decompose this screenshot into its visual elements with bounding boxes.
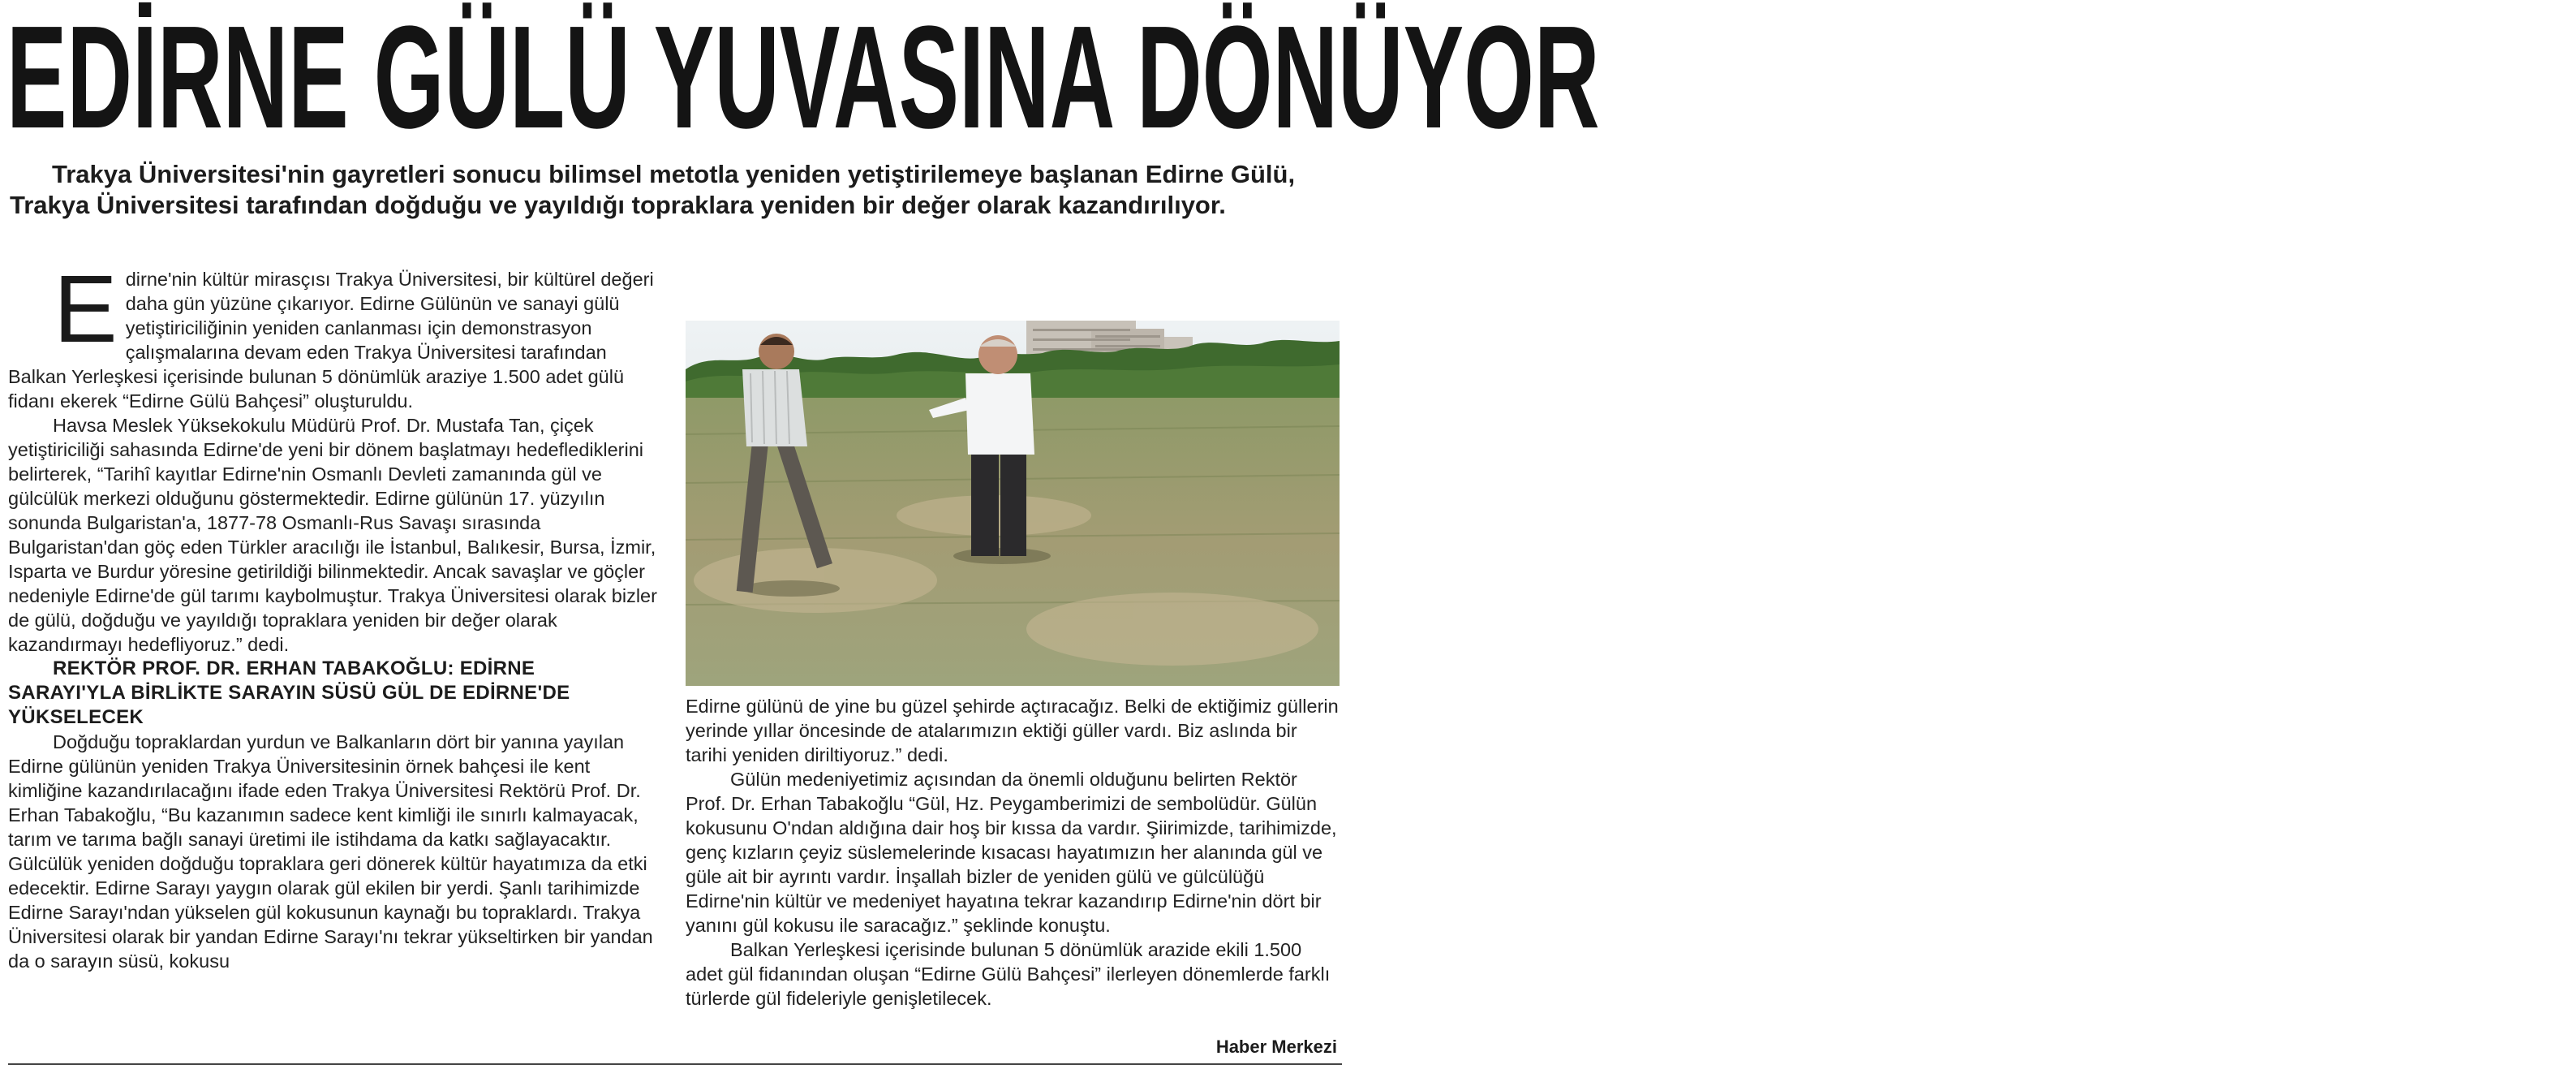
drop-cap: E	[54, 256, 118, 363]
paragraph-mustafa-tan: Havsa Meslek Yüksekokulu Müdürü Prof. Dr. Mustafa Tan, çiçek yetiştiriciliği sahasında Edirne'de yeni bir dönem başlatmayı hedeflediklerini belirterek, “Tarihî kayıtlar Edirne'nin Osmanlı Devleti zamanında gül ve gülcülük merkezi olduğunu göstermektedir. Edirne gülünün 17. yüzyılın sonunda Bulgaristan'a, 1877-78 Osmanlı-Rus Savaşı sırasında Bulgaristan'dan göç eden Türkler aracılığı ile İstanbul, Balıkesir, Bursa, İzmir, Isparta ve Burdur yöresine getirildiği bilinmektedir. Ancak savaşlar ve göçler nedeniyle Edirne'de gül tarımı kaybolmuştur. Trakya Üniversitesi olarak bizler de gülü, doğduğu ve yayıldığı topraklara yeniden bir değer olarak kazandırmayı hedefliyoruz.” dedi.	[8, 415, 657, 655]
headline: EDİRNE GÜLÜ YUVASINA DÖNÜYOR	[6, 0, 1600, 159]
subheading: REKTÖR PROF. DR. ERHAN TABAKOĞLU: EDİRNE SARAYI'YLA BİRLİKTE SARAYIN SÜSÜ GÜL DE EDİRNE'DE YÜKSELECEK	[8, 657, 570, 728]
article-photo	[686, 321, 1340, 686]
photo-two-men-in-field	[686, 321, 1340, 686]
lead-paragraph: Trakya Üniversitesi'nin gayretleri sonucu bilimsel metotla yeniden yetiştirilemeye başlanan Edirne Gülü, Trakya Üniversitesi tarafından doğduğu ve yayıldığı topraklara yeniden bir değer olarak kazandırılıyor.	[10, 160, 1296, 219]
paragraph-symbolism: Gülün medeniyetimiz açısından da önemli olduğunu belirten Rektör Prof. Dr. Erhan Tabakoğlu “Gül, Hz. Peygamberimizi de sembolüdür. Gülün kokusunu O'ndan aldığına dair hoş bir kıssa da vardır. Şiirimizde, tarihimizde, genç kızların çeyiz süslemelerinde kısacası hayatımızın her alanında gül ve güle ait bir ayrıntı vardır. İnşallah bizler de yeniden gülü ve gülcülüğü Edirne'nin kültür ve medeniyet hayatına tekrar kazandırıp Edirne'nin dört bir yanını gül kokusu ile saracağız.” şeklinde konuştu.	[686, 769, 1337, 936]
paragraph-continuation: Edirne gülünü de yine bu güzel şehirde açtıracağız. Belki de ektiğimiz güllerin yerinde yıllar öncesinde de atalarımızın ektiği güller vardı. Biz aslında bir tarihi yeniden diriltiyoruz.” dedi.	[686, 696, 1339, 765]
right-column	[686, 694, 1339, 1011]
intro-text: dirne'nin kültür mirasçısı Trakya Üniversitesi, bir kültürel değeri daha gün yüzüne çıkarıyor. Edirne Gülünün ve sanayi gülü yetiştiriciliğinin yeniden canlanması için demonstrasyon çalışmalarına devam eden Trakya Üniversitesi tarafından Balkan Yerleşkesi içerisinde bulunan 5 dönümlük araziye 1.500 adet gülü fidanı ekerek “Edirne Gülü Bahçesi” oluşturuldu.	[8, 269, 654, 412]
bottom-rule	[8, 1063, 1342, 1065]
byline: Haber Merkezi	[1215, 1037, 1337, 1057]
paragraph-rector: Doğduğu topraklardan yurdun ve Balkanların dört bir yanına yayılan Edirne gülünün yeniden Trakya Üniversitesinin örnek bahçesi ile kent kimliğine kazandırılacağını ifade eden Trakya Üniversitesi Rektörü Prof. Dr. Erhan Tabakoğlu, “Bu kazanımın sadece kent kimliği ile sınırlı kalmayacak, tarım ve tarıma bağlı sanayi üretimi ile istihdama da katkı sağlayacaktır. Gülcülük yeniden doğduğu topraklara geri dönerek kültür hayatımıza da etki edecektir. Edirne Sarayı yaygın olarak gül ekilen bir yerdi. Şanlı tarihimizde Edirne Sarayı'ndan yükselen gül kokusunun kaynağı bu topraklardı. Trakya Üniversitesi olarak bir yandan Edirne Sarayı'nı tekrar yükseltirken bir yandan da o sarayın süsü, kokusu	[8, 731, 653, 972]
paragraph-closing: Balkan Yerleşkesi içerisinde bulunan 5 dönümlük arazide ekili 1.500 adet gül fidanından oluşan “Edirne Gülü Bahçesi” ilerleyen dönemlerde farklı türlerde gül fideleriyle genişletilecek.	[686, 939, 1331, 1009]
left-column	[8, 256, 657, 973]
paragraph-intro	[8, 256, 657, 413]
